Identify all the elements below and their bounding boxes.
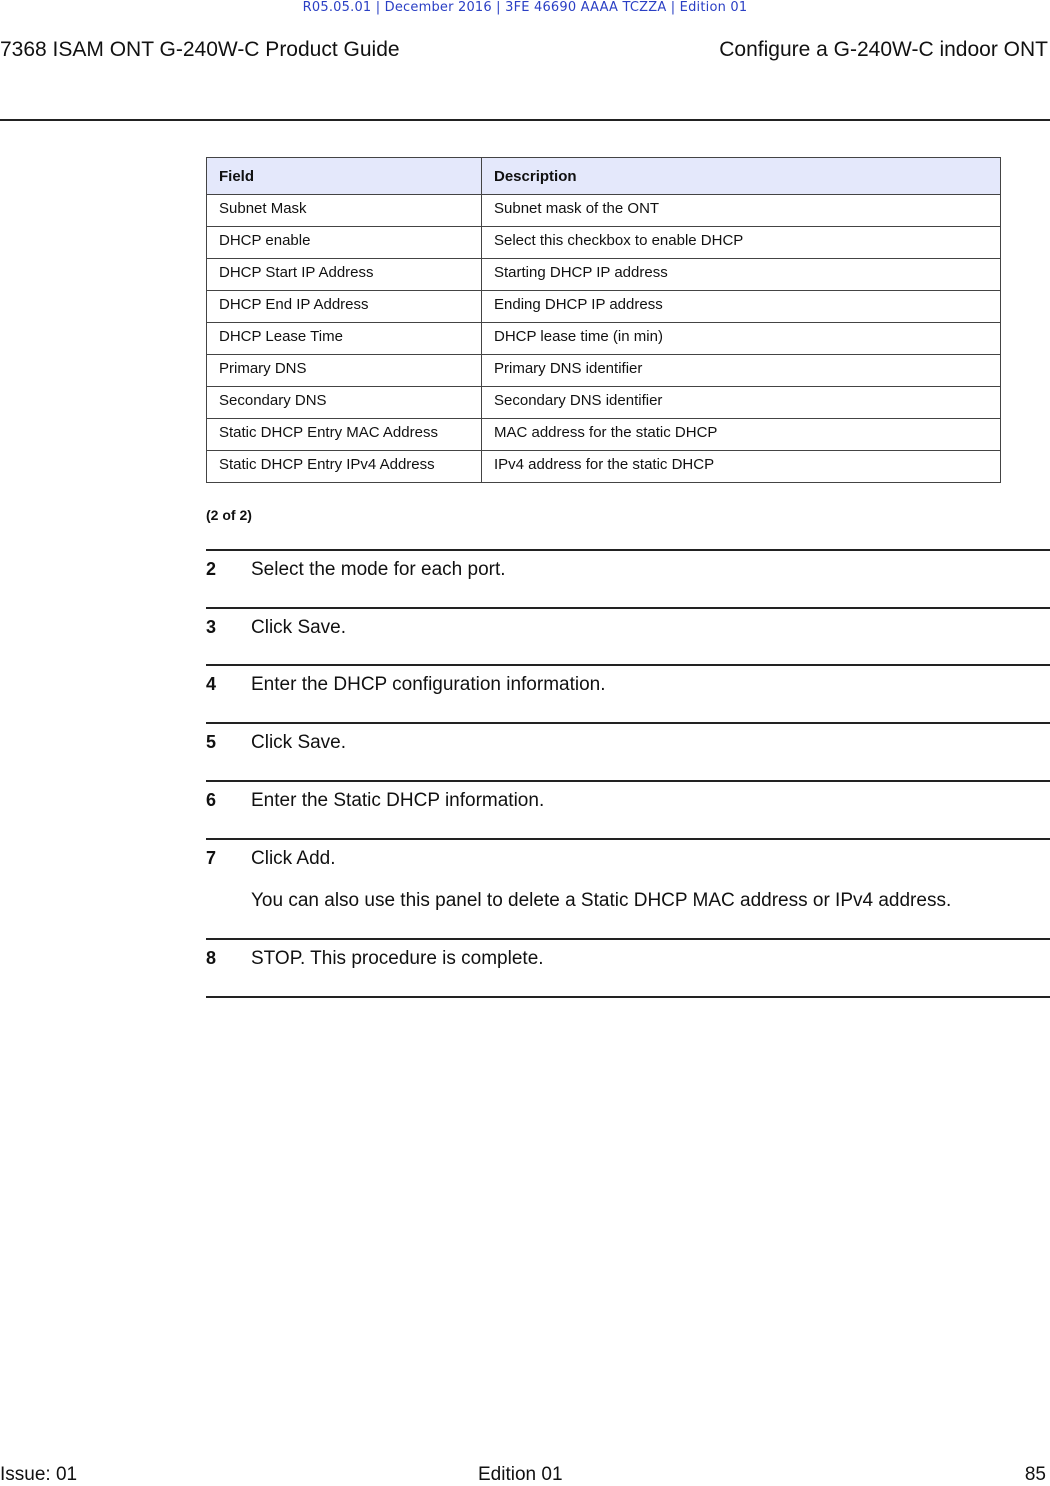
- document-watermark: R05.05.01 | December 2016 | 3FE 46690 AAAA TCZZA | Edition 01: [302, 0, 748, 15]
- description-cell: Select this checkbox to enable DHCP: [482, 227, 1001, 259]
- field-cell: DHCP End IP Address: [207, 291, 482, 323]
- header-divider: [0, 119, 1050, 121]
- table-row: [207, 291, 1001, 323]
- table-header-row: [207, 158, 1001, 195]
- field-description-table: [206, 157, 1001, 483]
- description-cell: IPv4 address for the static DHCP: [482, 451, 1001, 483]
- procedure-step: [206, 549, 1050, 580]
- step-note: You can also use this panel to delete a Static DHCP MAC address or IPv4 address.: [251, 890, 952, 911]
- procedure-step: [206, 607, 1050, 638]
- field-cell: DHCP Lease Time: [207, 323, 482, 355]
- step-number: 6: [206, 790, 217, 810]
- footer-page-number: 85: [1024, 1464, 1046, 1485]
- description-cell: Primary DNS identifier: [482, 355, 1001, 387]
- description-cell: DHCP lease time (in min): [482, 323, 1001, 355]
- description-cell: MAC address for the static DHCP: [482, 419, 1001, 451]
- step-number: 3: [206, 617, 217, 637]
- table-row: [207, 387, 1001, 419]
- procedure-step: [206, 938, 1050, 969]
- footer-edition: Edition 01: [478, 1464, 563, 1485]
- procedure-step: [206, 664, 1050, 695]
- step-number: 5: [206, 732, 217, 752]
- procedure-step: [206, 722, 1050, 753]
- step-text: STOP. This procedure is complete.: [251, 948, 544, 969]
- table-row: [207, 451, 1001, 483]
- table-page-indicator: (2 of 2): [206, 507, 252, 523]
- description-cell: Ending DHCP IP address: [482, 291, 1001, 323]
- column-header-description: Description: [482, 158, 1001, 195]
- field-cell: Subnet Mask: [207, 195, 482, 227]
- description-cell: Subnet mask of the ONT: [482, 195, 1001, 227]
- step-text: Enter the DHCP configuration information.: [251, 674, 606, 695]
- field-cell: Primary DNS: [207, 355, 482, 387]
- table-row: [207, 227, 1001, 259]
- step-text: Click Save.: [251, 617, 347, 638]
- procedure-step: [206, 780, 1050, 811]
- table-row: [207, 323, 1001, 355]
- table-row: [207, 419, 1001, 451]
- step-text: Select the mode for each port.: [251, 559, 506, 580]
- header-guide-title: 7368 ISAM ONT G-240W-C Product Guide: [0, 38, 400, 61]
- step-number: 8: [206, 948, 217, 968]
- field-cell: Secondary DNS: [207, 387, 482, 419]
- header-section-title: Configure a G-240W-C indoor ONT: [719, 38, 1048, 61]
- field-cell: Static DHCP Entry MAC Address: [207, 419, 482, 451]
- procedure-step: [206, 838, 1050, 911]
- step-number: 4: [206, 674, 217, 694]
- table-row: [207, 259, 1001, 291]
- field-cell: DHCP Start IP Address: [207, 259, 482, 291]
- procedure-end-divider: [206, 996, 1050, 998]
- step-text: Enter the Static DHCP information.: [251, 790, 545, 811]
- step-text: Click Add.: [251, 848, 336, 869]
- step-text: Click Save.: [251, 732, 347, 753]
- column-header-field: Field: [207, 158, 482, 195]
- table-row: [207, 195, 1001, 227]
- step-number: 2: [206, 559, 217, 579]
- step-number: 7: [206, 848, 217, 868]
- footer-issue: Issue: 01: [0, 1464, 78, 1485]
- field-cell: Static DHCP Entry IPv4 Address: [207, 451, 482, 483]
- description-cell: Secondary DNS identifier: [482, 387, 1001, 419]
- field-cell: DHCP enable: [207, 227, 482, 259]
- description-cell: Starting DHCP IP address: [482, 259, 1001, 291]
- table-row: [207, 355, 1001, 387]
